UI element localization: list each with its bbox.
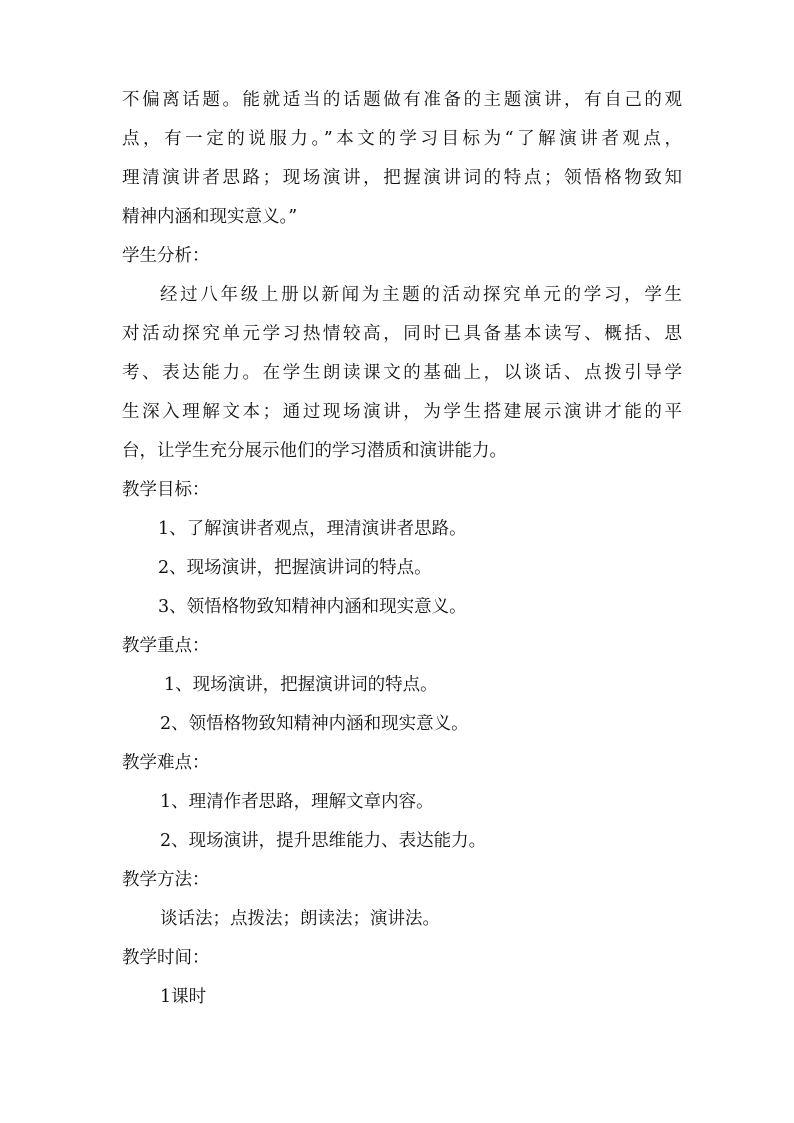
time-text: 1课时 xyxy=(160,987,207,1007)
difficulty-item-2: 2、现场演讲，提升思维能力、表达能力。 xyxy=(160,831,487,851)
teaching-goal-item-1: 1、了解演讲者观点，理清演讲者思路。 xyxy=(158,519,467,539)
intro-line-2: 点，有一定的说服力。”本文的学习目标为“了解演讲者观点， xyxy=(122,129,682,149)
student-analysis-line-5: 台，让学生充分展示他们的学习潜质和演讲能力。 xyxy=(122,441,507,461)
student-analysis-line-4: 生深入理解文本；通过现场演讲，为学生搭建展示演讲才能的平 xyxy=(122,402,682,422)
teaching-goals-heading: 教学目标： xyxy=(122,480,210,500)
student-analysis-line-1: 经过八年级上册以新闻为主题的活动探究单元的学习，学生 xyxy=(160,285,682,305)
time-heading: 教学时间： xyxy=(122,948,210,968)
key-point-item-2: 2、领悟格物致知精神内涵和现实意义。 xyxy=(160,714,469,734)
key-point-item-1: 1、现场演讲，把握演讲词的特点。 xyxy=(164,675,438,695)
student-analysis-line-2: 对活动探究单元学习热情较高，同时已具备基本读写、概括、思 xyxy=(122,324,682,344)
methods-heading: 教学方法： xyxy=(122,870,210,890)
key-points-heading: 教学重点： xyxy=(122,636,210,656)
intro-line-1: 不偏离话题。能就适当的话题做有准备的主题演讲，有自己的观 xyxy=(122,90,682,110)
teaching-goal-item-3: 3、领悟格物致知精神内涵和现实意义。 xyxy=(158,597,467,617)
difficulties-heading: 教学难点： xyxy=(122,753,210,773)
teaching-goal-item-2: 2、现场演讲，把握演讲词的特点。 xyxy=(158,558,432,578)
student-analysis-line-3: 考、表达能力。在学生朗读课文的基础上，以谈话、点拨引导学 xyxy=(122,363,682,383)
intro-line-4: 精神内涵和现实意义。” xyxy=(122,207,298,227)
difficulty-item-1: 1、理清作者思路，理解文章内容。 xyxy=(160,792,434,812)
student-analysis-heading: 学生分析： xyxy=(122,246,210,266)
intro-line-3: 理清演讲者思路；现场演讲，把握演讲词的特点；领悟格物致知 xyxy=(122,168,682,188)
methods-text: 谈话法；点拨法；朗读法；演讲法。 xyxy=(160,909,440,929)
